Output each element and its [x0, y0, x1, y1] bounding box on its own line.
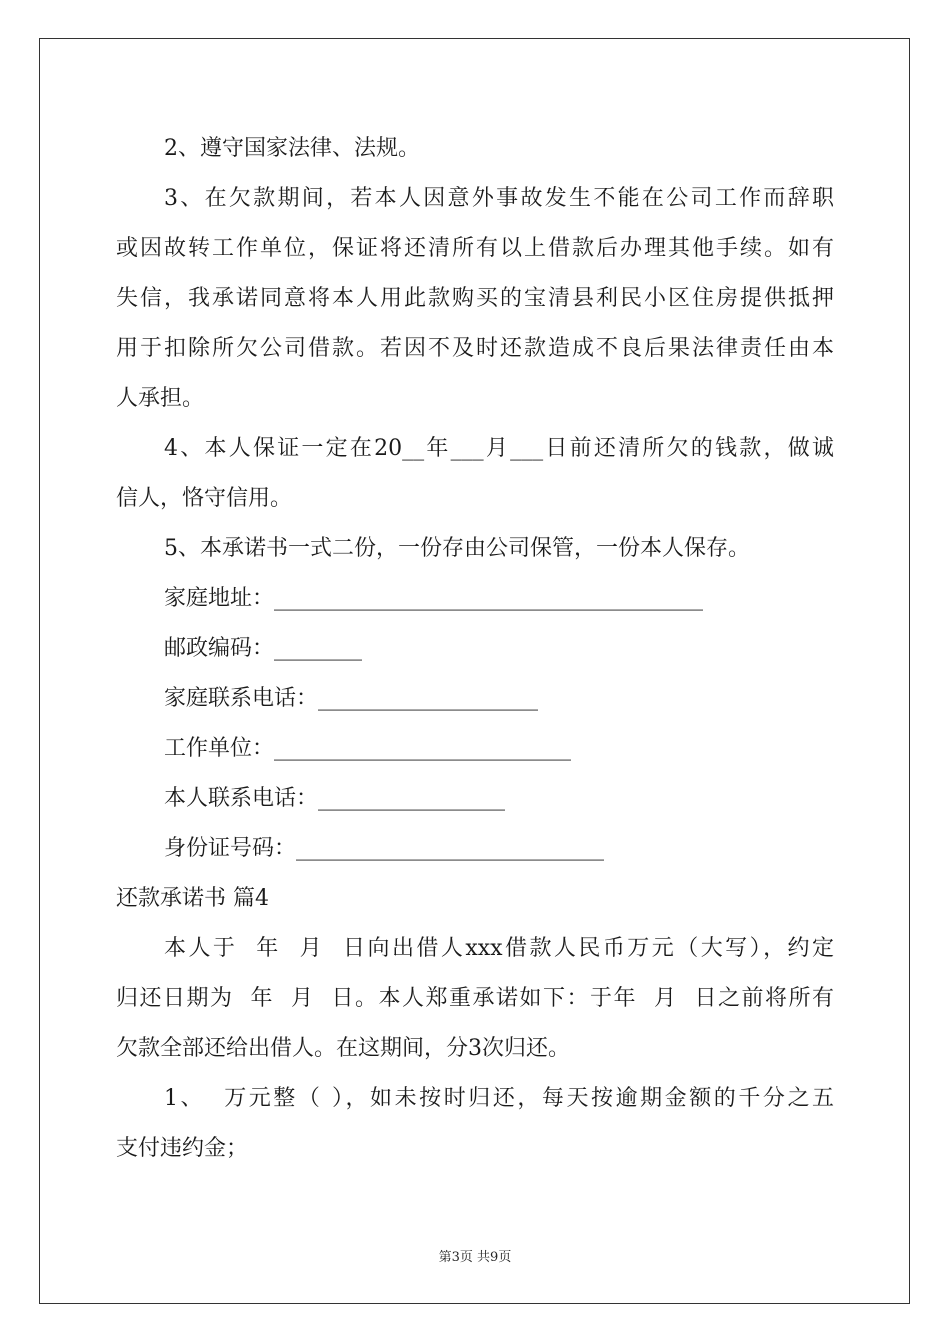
clause-3-line-3: 失信，我承诺同意将本人用此款购买的宝清县利民小区住房提供抵押	[116, 286, 834, 311]
clause-3-line-4: 用于扣除所欠公司借款。若因不及时还款造成不良后果法律责任由本	[116, 336, 834, 361]
page-border	[39, 38, 910, 1304]
clause-4-line-2: 信人，恪守信用。	[116, 486, 293, 511]
work-unit-field: 工作单位：___________________________	[164, 736, 572, 761]
clause-3-line-1: 3、在欠款期间，若本人因意外事故发生不能在公司工作而辞职	[164, 186, 834, 211]
installment-1-line-2: 支付违约金；	[116, 1136, 249, 1161]
postal-code-field: 邮政编码：________	[164, 636, 363, 661]
personal-phone-field: 本人联系电话：_________________	[164, 786, 506, 811]
section4-para-line-3: 欠款全部还给出借人。在这期间，分3次归还。	[116, 1036, 570, 1061]
section4-para-line-2: 归还日期为 年 月 日。本人郑重承诺如下：于年 月 日之前将所有	[116, 986, 834, 1011]
id-number-field: 身份证号码：____________________________	[164, 836, 605, 861]
installment-1-line-1: 1、 万元整（ ），如未按时归还，每天按逾期金额的千分之五	[164, 1086, 834, 1111]
clause-3-line-5: 人承担。	[116, 386, 205, 411]
page-footer: 第3页 共9页	[438, 1250, 512, 1265]
home-address-field: 家庭地址：_______________________________________	[164, 586, 704, 611]
clause-4-line-1: 4、本人保证一定在20__年___月___日前还清所欠的钱款，做诚	[164, 436, 834, 461]
home-phone-field: 家庭联系电话：____________________	[164, 686, 539, 711]
section-heading: 还款承诺书 篇4	[116, 886, 269, 911]
clause-3-line-2: 或因故转工作单位，保证将还清所有以上借款后办理其他手续。如有	[116, 236, 834, 261]
clause-5: 5、本承诺书一式二份，一份存由公司保管，一份本人保存。	[164, 536, 750, 561]
clause-2: 2、遵守国家法律、法规。	[164, 136, 420, 161]
section4-para-line-1: 本人于 年 月 日向出借人xxx借款人民币万元（大写），约定	[164, 936, 834, 961]
